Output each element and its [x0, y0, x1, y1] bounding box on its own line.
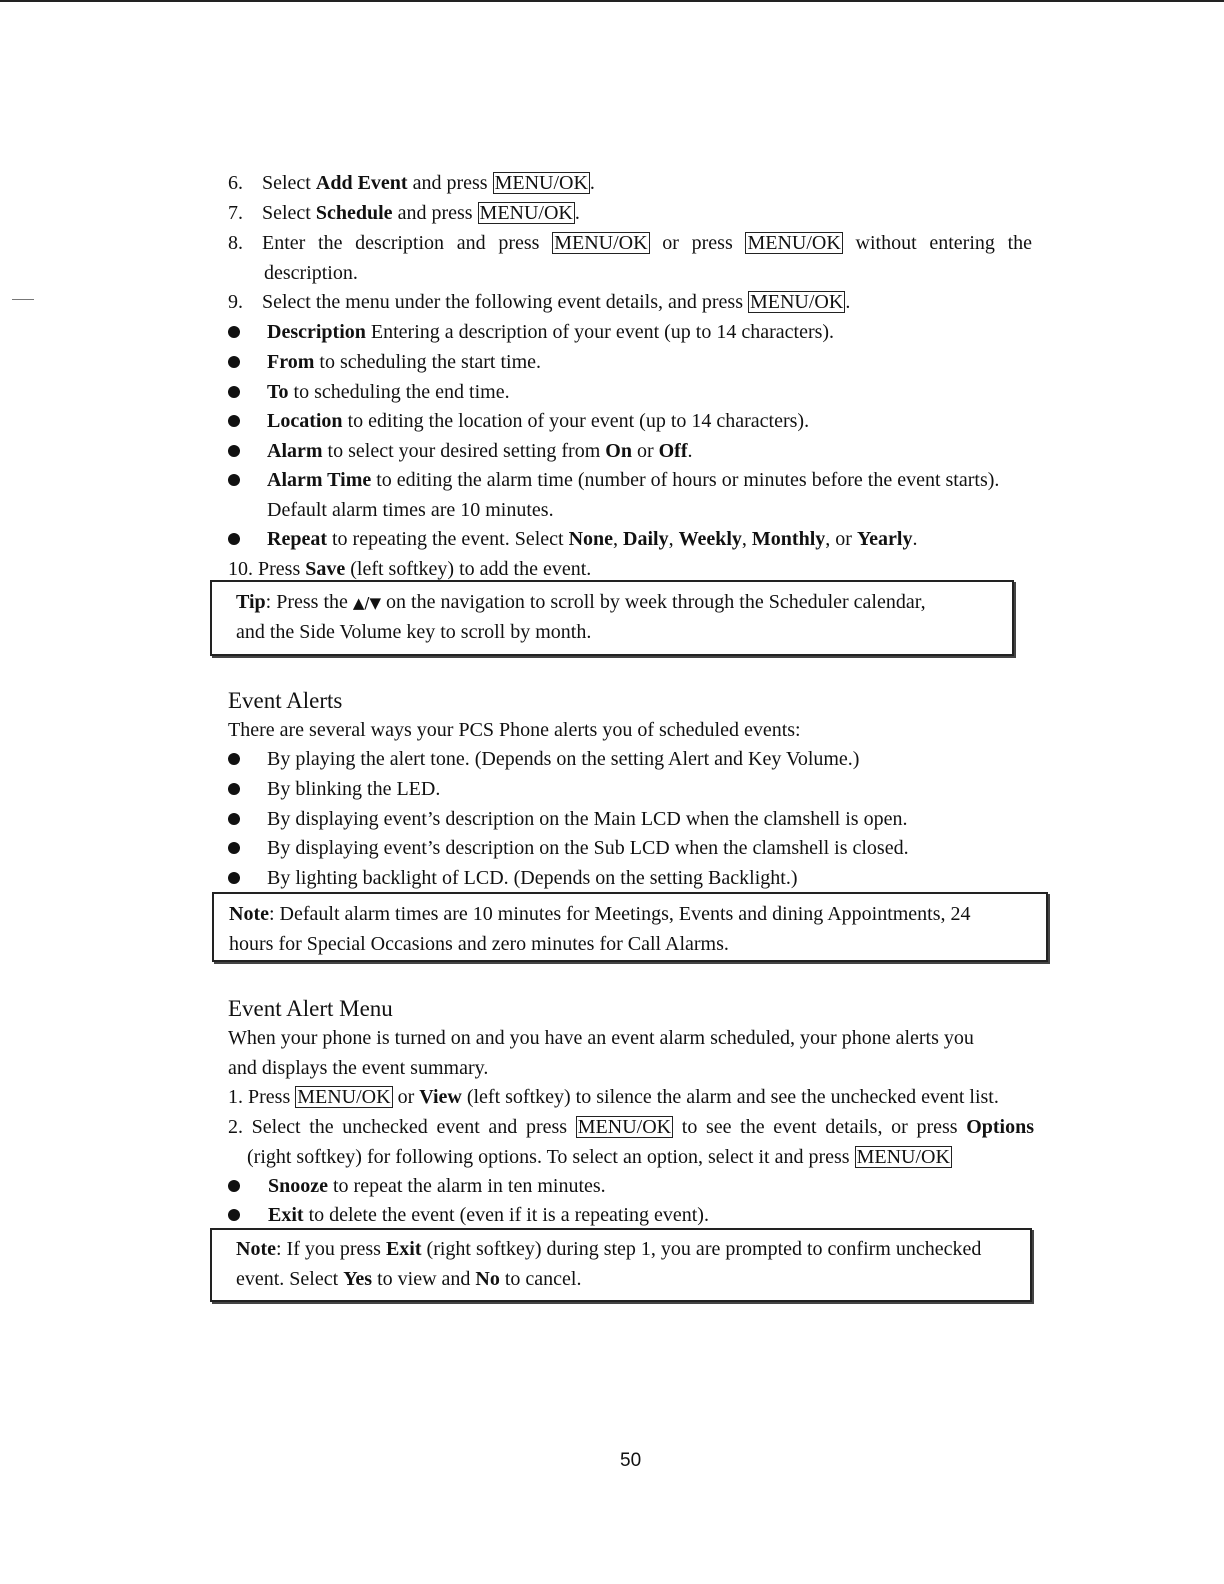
tip-line-1: Tip: Press the ▲/▼ on the navigation to scroll by week through the Scheduler calendar, [236, 591, 926, 613]
menu-ok-key: MENU/OK [494, 172, 588, 194]
bullet [228, 474, 240, 486]
note-box [212, 892, 1048, 962]
detail-alarm: Alarm to select your desired setting from On or Off. [267, 440, 693, 462]
detail-location: Location to editing the location of your event (up to 14 characters). [267, 410, 810, 432]
alert-item: By displaying event’s description on the Main LCD when the clamshell is open. [267, 808, 908, 830]
step-number: 6. [228, 172, 243, 194]
step-8: Enter the description and press MENU/OK or press MENU/OK without entering the [262, 232, 1033, 254]
tip-box [210, 580, 1014, 656]
note-line-2: hours for Special Occasions and zero minutes for Call Alarms. [229, 933, 729, 955]
bullet [228, 326, 240, 338]
section-heading-event-alert-menu: Event Alert Menu [228, 996, 393, 1021]
detail-alarm-time-continued: Default alarm times are 10 minutes. [267, 499, 554, 521]
up-down-arrow-icon: ▲/▼ [352, 594, 382, 612]
tip-line-2: and the Side Volume key to scroll by month. [236, 621, 592, 643]
menu-ok-key: MENU/OK [577, 1116, 672, 1138]
menu-ok-key: MENU/OK [749, 291, 844, 313]
step-6: Select Add Event and press MENU/OK . [262, 172, 595, 194]
option-snooze: Snooze to repeat the alarm in ten minutes. [268, 1175, 606, 1197]
event-alerts-intro: There are several ways your PCS Phone alerts you of scheduled events: [228, 719, 801, 741]
alert-item: By lighting backlight of LCD. (Depends on the setting Backlight.) [267, 867, 798, 889]
menu-step-1: 1. Press MENU/OK or View (left softkey) to silence the alarm and see the unchecked event list. [228, 1086, 999, 1108]
detail-description: Description Entering a description of your event (up to 14 characters). [267, 321, 835, 343]
alert-item: By blinking the LED. [267, 778, 441, 800]
bullet [228, 1180, 240, 1192]
step-10: 10. Press Save (left softkey) to add the event. [228, 558, 592, 580]
menu-ok-key: MENU/OK [747, 232, 841, 254]
section-heading-event-alerts: Event Alerts [228, 688, 343, 713]
menu-intro-2: and displays the event summary. [228, 1057, 489, 1079]
step-number: 7. [228, 202, 243, 224]
bullet [228, 753, 240, 765]
margin-mark [12, 299, 34, 300]
bullet [228, 415, 240, 427]
bullet [228, 386, 240, 398]
bullet [228, 872, 240, 884]
step-number: 9. [228, 291, 243, 313]
step-8-continued: description. [264, 262, 358, 284]
bullet [228, 356, 240, 368]
menu-ok-key: MENU/OK [856, 1146, 950, 1168]
alert-item: By playing the alert tone. (Depends on the setting Alert and Key Volume.) [267, 748, 860, 770]
menu-step-2: 2. Select the unchecked event and press MENU/OK to see the event details, or press Options [228, 1116, 1035, 1138]
step-9: Select the menu under the following event details, and press MENU/OK . [262, 291, 851, 313]
bullet [228, 842, 240, 854]
note-line-1: Note: Default alarm times are 10 minutes for Meetings, Events and dining Appointments, 24 [229, 903, 971, 925]
page-number: 50 [620, 1450, 642, 1471]
detail-to: To to scheduling the end time. [267, 381, 510, 403]
bullet [228, 533, 240, 545]
bullet [228, 1209, 240, 1221]
menu-ok-key: MENU/OK [554, 232, 648, 254]
detail-from: From to scheduling the start time. [267, 351, 542, 373]
menu-step-2-continued: (right softkey) for following options. To select an option, select it and press MENU/OK [247, 1146, 950, 1168]
menu-ok-key: MENU/OK [479, 202, 573, 224]
bullet [228, 813, 240, 825]
top-rule [0, 0, 1224, 2]
bullet [228, 783, 240, 795]
note-line-1: Note: If you press Exit (right softkey) during step 1, you are prompted to confirm unchecked [236, 1238, 982, 1260]
menu-ok-key: MENU/OK [297, 1086, 391, 1108]
alert-item: By displaying event’s description on the Sub LCD when the clamshell is closed. [267, 837, 909, 859]
menu-intro-1: When your phone is turned on and you have an event alarm scheduled, your phone alerts you [228, 1027, 974, 1049]
note-box [210, 1228, 1032, 1302]
step-7: Select Schedule and press MENU/OK . [262, 202, 580, 224]
step-number: 8. [228, 232, 243, 254]
bullet [228, 445, 240, 457]
option-exit: Exit to delete the event (even if it is a repeating event). [268, 1204, 709, 1226]
detail-repeat: Repeat to repeating the event. Select None, Daily, Weekly, Monthly, or Yearly. [267, 528, 918, 550]
note-line-2: event. Select Yes to view and No to cancel. [236, 1268, 582, 1290]
detail-alarm-time: Alarm Time to editing the alarm time (number of hours or minutes before the event starts). [267, 469, 1000, 491]
